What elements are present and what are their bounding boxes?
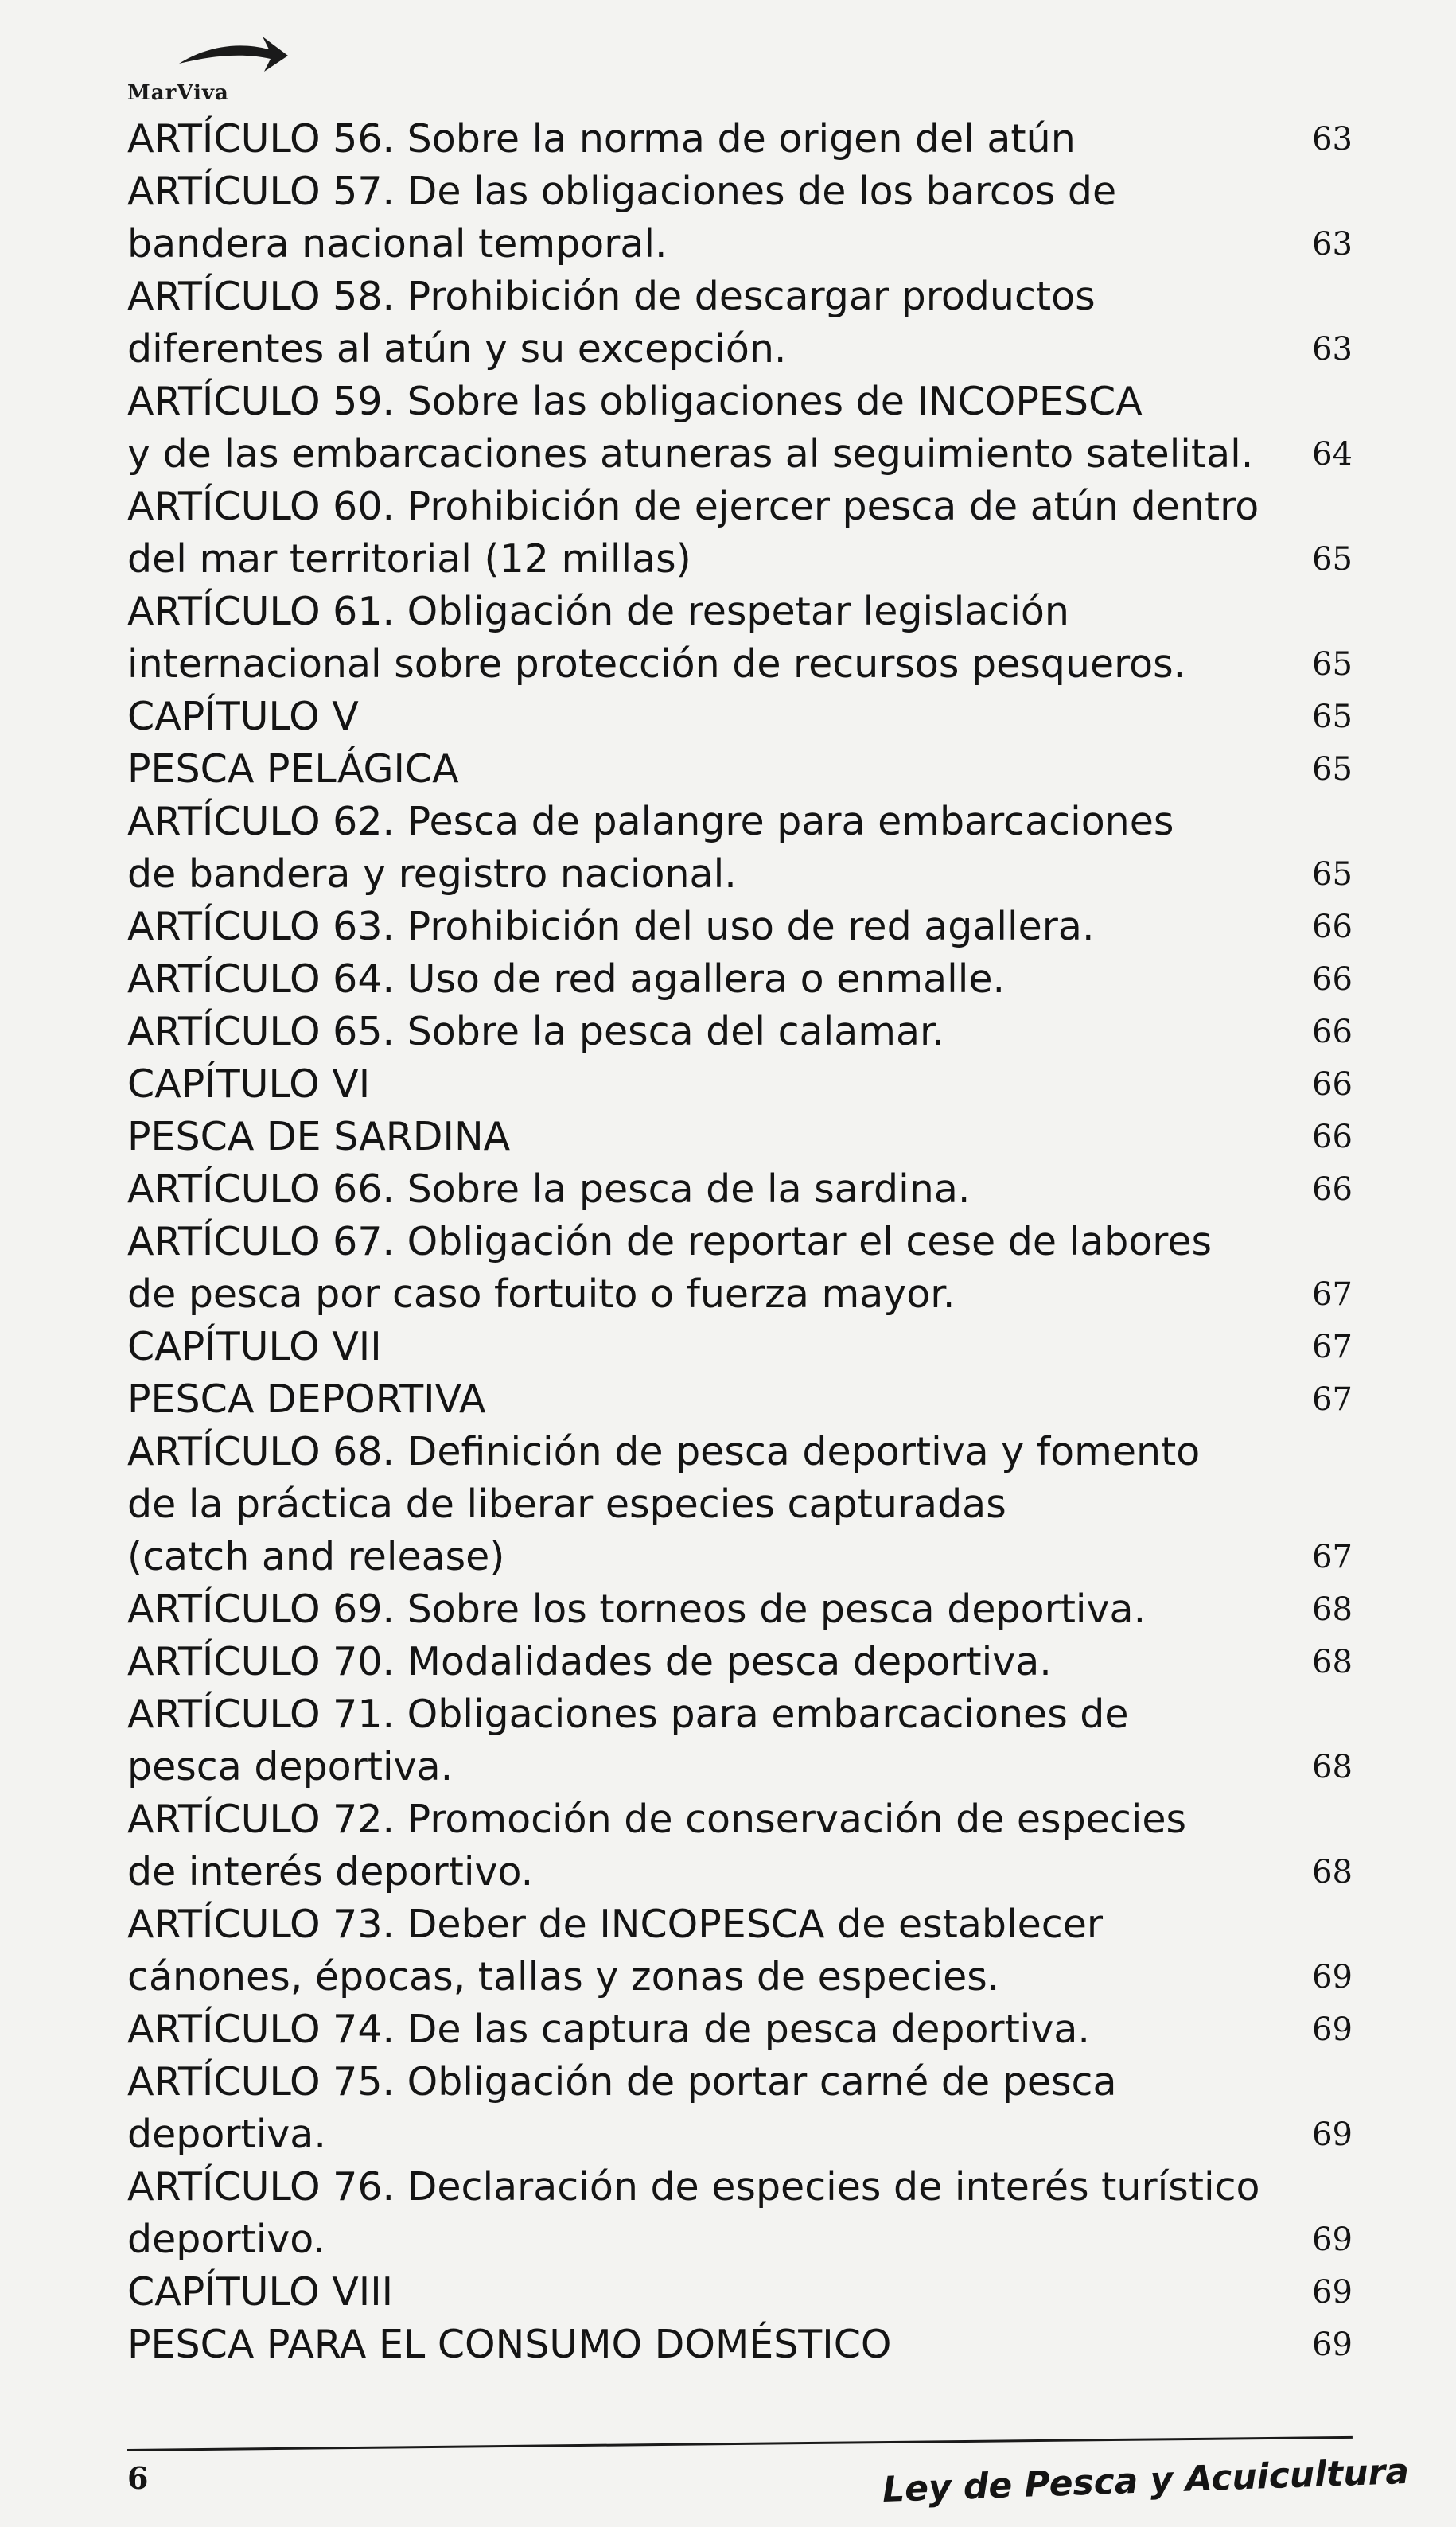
toc-entry-text: ARTÍCULO 67. Obligación de reportar el cese de labores xyxy=(127,1219,1213,1264)
toc-entry-text: ARTÍCULO 68. Definición de pesca deportiva y fomento xyxy=(127,1429,1201,1474)
toc-entry-text: ARTÍCULO 66. Sobre la pesca de la sardina. xyxy=(127,1166,971,1212)
toc-page-number: 69 xyxy=(1312,2221,1353,2258)
toc-entry xyxy=(127,165,1353,271)
toc-entry xyxy=(127,1898,1353,2003)
toc-entry xyxy=(127,2003,1353,2056)
toc-page-number: 65 xyxy=(1312,699,1353,735)
marviva-logo xyxy=(127,32,302,111)
toc-entry-text: ARTÍCULO 73. Deber de INCOPESCA de establecer xyxy=(127,1902,1103,1947)
toc-entry xyxy=(127,901,1353,953)
fish-tail-icon xyxy=(175,32,294,80)
toc-page-number: 67 xyxy=(1312,1329,1353,1365)
toc-entry xyxy=(127,1793,1353,1898)
toc-entry xyxy=(127,1321,1353,1373)
toc-entry-text: ARTÍCULO 63. Prohibición del uso de red agallera. xyxy=(127,904,1095,949)
toc-entry xyxy=(127,271,1353,376)
toc-entry xyxy=(127,743,1353,796)
toc-entry-text: de pesca por caso fortuito o fuerza mayor. xyxy=(127,1271,956,1317)
toc-entry-text: bandera nacional temporal. xyxy=(127,221,668,267)
toc-entry-text: de bandera y registro nacional. xyxy=(127,851,737,897)
toc-page-number: 63 xyxy=(1312,331,1353,368)
toc-page-number: 66 xyxy=(1312,909,1353,945)
toc-entry xyxy=(127,2319,1353,2371)
toc-entry xyxy=(127,953,1353,1006)
toc-entry xyxy=(127,2056,1353,2161)
toc-entry xyxy=(127,1583,1353,1636)
toc-page-number: 69 xyxy=(1312,2011,1353,2048)
toc-entry-text: internacional sobre protección de recursos pesqueros. xyxy=(127,641,1186,687)
toc-entry-text: PESCA DE SARDINA xyxy=(127,1114,511,1159)
toc-entry-text: ARTÍCULO 62. Pesca de palangre para embarcaciones xyxy=(127,799,1174,844)
toc-entry-text: ARTÍCULO 69. Sobre los torneos de pesca deportiva. xyxy=(127,1587,1147,1632)
toc-entry-text: PESCA PELÁGICA xyxy=(127,746,459,792)
toc-entry-text: CAPÍTULO VII xyxy=(127,1324,382,1369)
toc-page-number: 67 xyxy=(1312,1539,1353,1575)
toc-entry-text: de la práctica de liberar especies capturadas xyxy=(127,1482,1006,1527)
toc-entry xyxy=(127,1426,1353,1583)
toc-page-number: 66 xyxy=(1312,1119,1353,1155)
toc-entry-text: pesca deportiva. xyxy=(127,1744,454,1789)
toc-entry-text: deportivo. xyxy=(127,2217,325,2262)
toc-entry-text: ARTÍCULO 61. Obligación de respetar legislación xyxy=(127,589,1069,634)
toc-entry-text: (catch and release) xyxy=(127,1534,505,1579)
toc-entry-text: CAPÍTULO VIII xyxy=(127,2269,394,2315)
toc-entry-text: ARTÍCULO 72. Promoción de conservación de especies xyxy=(127,1797,1187,1842)
toc-entry-text: CAPÍTULO V xyxy=(127,694,359,739)
toc-entry-text: PESCA DEPORTIVA xyxy=(127,1376,486,1422)
toc-page-number: 69 xyxy=(1312,1959,1353,1996)
toc-page-number: 68 xyxy=(1312,1854,1353,1890)
toc-entry-text: ARTÍCULO 71. Obligaciones para embarcaciones de xyxy=(127,1692,1129,1737)
toc-page-number: 68 xyxy=(1312,1591,1353,1628)
toc-entry-text: diferentes al atún y su excepción. xyxy=(127,326,787,372)
toc-entry-text: ARTÍCULO 70. Modalidades de pesca deportiva. xyxy=(127,1639,1052,1684)
toc-page-number: 65 xyxy=(1312,646,1353,683)
toc-entry-text: deportiva. xyxy=(127,2112,326,2157)
toc-entry-text: ARTÍCULO 57. De las obligaciones de los barcos de xyxy=(127,169,1117,214)
toc-entry xyxy=(127,1111,1353,1163)
table-of-contents xyxy=(127,113,1353,2371)
toc-entry xyxy=(127,1688,1353,1793)
toc-entry-text: cánones, épocas, tallas y zonas de especies. xyxy=(127,1954,1000,1999)
toc-page-number: 66 xyxy=(1312,1014,1353,1050)
toc-entry xyxy=(127,1006,1353,1058)
toc-entry xyxy=(127,2266,1353,2319)
toc-entry xyxy=(127,1163,1353,1216)
toc-entry-text: ARTÍCULO 74. De las captura de pesca deportiva. xyxy=(127,2007,1090,2052)
footer-divider xyxy=(127,2436,1353,2451)
toc-entry xyxy=(127,1058,1353,1111)
toc-page-number: 63 xyxy=(1312,121,1353,158)
toc-page-number: 66 xyxy=(1312,961,1353,998)
toc-entry-text: ARTÍCULO 65. Sobre la pesca del calamar. xyxy=(127,1009,945,1054)
toc-entry-text: ARTÍCULO 60. Prohibición de ejercer pesca de atún dentro xyxy=(127,484,1259,529)
page-number: 6 xyxy=(127,2460,149,2496)
toc-page-number: 65 xyxy=(1312,751,1353,788)
toc-entry-text: PESCA PARA EL CONSUMO DOMÉSTICO xyxy=(127,2322,892,2367)
toc-entry xyxy=(127,1373,1353,1426)
toc-entry xyxy=(127,691,1353,743)
toc-page-number: 65 xyxy=(1312,856,1353,893)
toc-page-number: 67 xyxy=(1312,1276,1353,1313)
toc-entry-text: ARTÍCULO 56. Sobre la norma de origen del atún xyxy=(127,116,1076,162)
logo-text: MarViva xyxy=(127,81,229,105)
toc-entry xyxy=(127,2161,1353,2266)
toc-entry-text: ARTÍCULO 76. Declaración de especies de interés turístico xyxy=(127,2164,1260,2210)
toc-entry-text: de interés deportivo. xyxy=(127,1849,534,1894)
book-title: Ley de Pesca y Acuicultura xyxy=(882,2451,1410,2510)
toc-entry xyxy=(127,1636,1353,1688)
toc-page-number: 65 xyxy=(1312,541,1353,578)
toc-entry-text: y de las embarcaciones atuneras al seguimiento satelital. xyxy=(127,431,1254,477)
toc-entry-text: del mar territorial (12 millas) xyxy=(127,536,691,582)
toc-page-number: 69 xyxy=(1312,2326,1353,2363)
toc-entry xyxy=(127,796,1353,901)
toc-entry xyxy=(127,586,1353,691)
toc-page-number: 63 xyxy=(1312,226,1353,263)
toc-page-number: 64 xyxy=(1312,436,1353,473)
toc-entry-text: ARTÍCULO 59. Sobre las obligaciones de INCOPESCA xyxy=(127,379,1143,424)
toc-entry xyxy=(127,1216,1353,1321)
toc-entry xyxy=(127,376,1353,481)
toc-entry-text: ARTÍCULO 58. Prohibición de descargar productos xyxy=(127,274,1096,319)
toc-page-number: 66 xyxy=(1312,1171,1353,1208)
toc-entry xyxy=(127,481,1353,586)
toc-page-number: 68 xyxy=(1312,1644,1353,1680)
toc-entry-text: CAPÍTULO VI xyxy=(127,1061,371,1107)
toc-page-number: 69 xyxy=(1312,2116,1353,2153)
toc-page-number: 69 xyxy=(1312,2274,1353,2311)
toc-page-number: 67 xyxy=(1312,1381,1353,1418)
toc-page-number: 68 xyxy=(1312,1749,1353,1785)
toc-entry-text: ARTÍCULO 64. Uso de red agallera o enmalle. xyxy=(127,956,1006,1002)
toc-entry xyxy=(127,113,1353,165)
toc-page-number: 66 xyxy=(1312,1066,1353,1103)
toc-entry-text: ARTÍCULO 75. Obligación de portar carné de pesca xyxy=(127,2059,1117,2105)
